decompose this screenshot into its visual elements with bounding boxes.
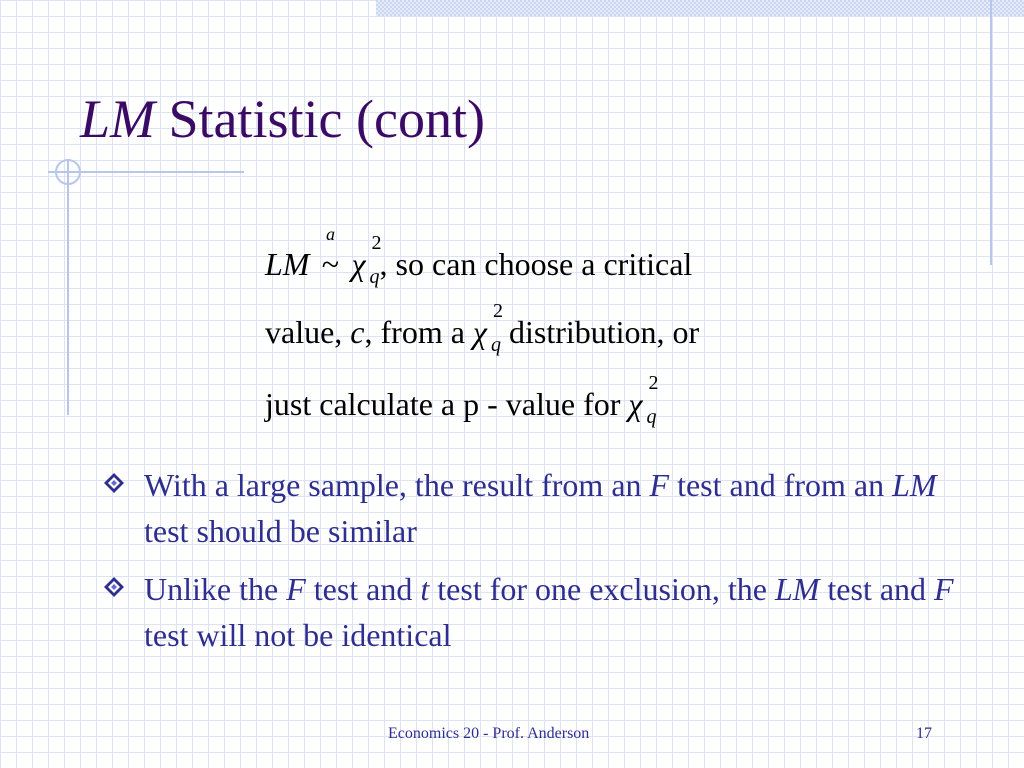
bullet-2-text-mid1: test and	[305, 571, 421, 607]
right-decorative-rule	[990, 0, 992, 265]
chi-letter: χ	[351, 246, 366, 282]
formula-line-3	[265, 372, 659, 428]
formula-line-2-pre: value,	[265, 314, 351, 350]
footer-course-label: Economics 20 - Prof. Anderson	[388, 725, 590, 742]
title-rest: Statistic (cont)	[155, 89, 485, 149]
diamond-bullet-icon	[104, 473, 124, 493]
bullet-2-text-post: test will not be identical	[144, 617, 452, 653]
bullet-1-text-pre: With a large sample, the result from an	[144, 467, 650, 503]
chi-letter: χ	[628, 386, 643, 422]
bullet-1-text-mid: test and from an	[669, 467, 893, 503]
chi-subscript: q	[646, 406, 657, 428]
title-italic-part: LM	[80, 89, 156, 149]
circle-ornament-icon	[55, 159, 81, 185]
bullet-2-text-mid3: test and	[819, 571, 935, 607]
bullet-list	[100, 462, 980, 670]
tilde-symbol: ~	[321, 246, 340, 282]
diamond-bullet-icon	[104, 577, 124, 597]
chi-square-symbol	[351, 232, 382, 288]
bullet-2-italic-lm: LM	[774, 571, 820, 607]
left-decorative-rule	[67, 160, 69, 415]
chi-superscript: 2	[371, 232, 382, 254]
asymptotic-tilde	[317, 224, 343, 283]
critical-value-c: c	[350, 314, 365, 350]
asymptotic-a: a	[325, 224, 335, 244]
formula-line-2-mid: , from a	[364, 314, 473, 350]
slide-page-number: 17	[916, 725, 932, 742]
chi-subscript: q	[369, 266, 380, 288]
chi-superscript: 2	[492, 300, 503, 322]
bullet-item	[100, 566, 980, 658]
formula-line-2	[265, 300, 700, 356]
chi-subscript: q	[490, 334, 501, 356]
top-decorative-band	[376, 0, 1024, 16]
bullet-2-italic-f: F	[286, 571, 306, 607]
chi-square-symbol	[472, 300, 503, 356]
chi-square-symbol	[628, 372, 659, 428]
chi-superscript: 2	[648, 372, 659, 394]
formula-line-1-rest: , so can choose a critical	[379, 246, 693, 282]
formula-lm: LM	[265, 246, 310, 282]
bullet-2-italic-f2: F	[934, 571, 954, 607]
bullet-1-text-post: test should be similar	[144, 513, 417, 549]
chi-letter: χ	[472, 314, 487, 350]
formula-line-1	[265, 224, 693, 288]
slide-title	[80, 88, 485, 150]
bullet-2-italic-t: t	[420, 571, 430, 607]
bullet-2-text-mid2: test for one exclusion, the	[429, 571, 775, 607]
formula-line-2-rest: distribution, or	[500, 314, 700, 350]
bullet-1-italic-f: F	[649, 467, 670, 503]
bullet-2-text-pre: Unlike the	[144, 571, 287, 607]
bullet-item	[100, 462, 980, 554]
formula-line-3-pre: just calculate a p - value for	[265, 386, 629, 422]
bullet-1-italic-lm: LM	[892, 467, 937, 503]
